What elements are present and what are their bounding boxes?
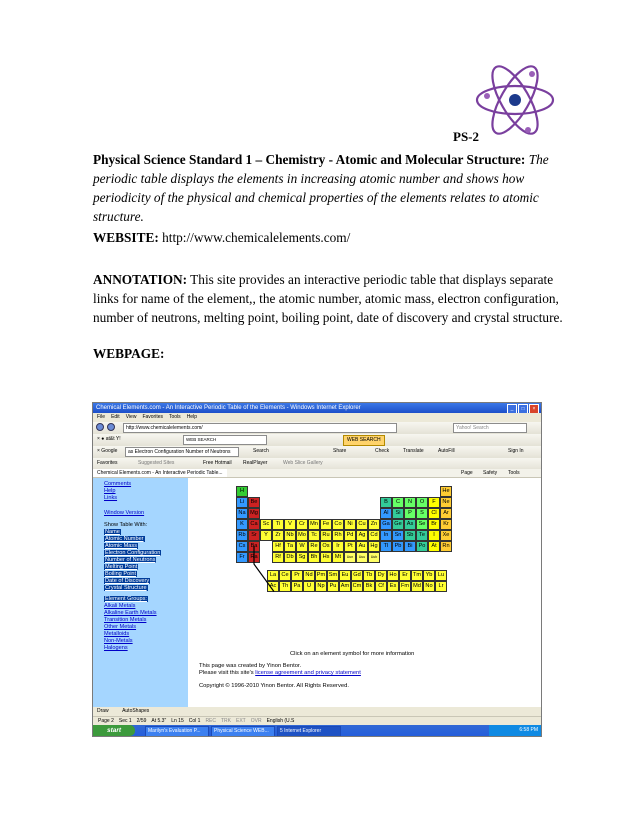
element-cs[interactable]: Cs: [236, 541, 248, 552]
element-au[interactable]: Au: [356, 541, 368, 552]
show-table-option[interactable]: Melting Point: [105, 564, 138, 570]
element-sb[interactable]: Sb: [404, 530, 416, 541]
status-item: Ln 15: [171, 718, 184, 724]
annotation-paragraph: [93, 270, 563, 327]
element-se[interactable]: Se: [416, 519, 428, 530]
element-pb[interactable]: Pb: [392, 541, 404, 552]
element-pd[interactable]: Pd: [344, 530, 356, 541]
element-fe[interactable]: Fe: [320, 519, 332, 530]
window-version-link[interactable]: Window Version: [104, 510, 145, 516]
element-ne[interactable]: Ne: [440, 497, 452, 508]
website-line: [93, 228, 563, 247]
browser-titlebar: [93, 403, 541, 413]
element-li[interactable]: Li: [236, 497, 248, 508]
element-uuu[interactable]: Uuu: [356, 552, 368, 563]
menu-item-tools[interactable]: Tools: [169, 414, 181, 420]
element-rb[interactable]: Rb: [236, 530, 248, 541]
annotation-label: ANNOTATION:: [93, 272, 188, 287]
element-re[interactable]: Re: [308, 541, 320, 552]
clock: 6:58 PM: [519, 727, 538, 733]
show-table-option[interactable]: Crystal Structure: [105, 585, 147, 591]
element-w[interactable]: W: [296, 541, 308, 552]
task-item[interactable]: 5 Internet Explorer: [277, 726, 341, 737]
close-icon[interactable]: ×: [529, 404, 539, 414]
element-group-link[interactable]: Non-Metals: [104, 638, 133, 644]
element-er[interactable]: Er: [399, 570, 411, 581]
element-tc[interactable]: Tc: [308, 530, 320, 541]
element-group-link[interactable]: Transition Metals: [104, 617, 147, 623]
element-pu[interactable]: Pu: [327, 581, 339, 592]
status-item: OVR: [250, 718, 262, 724]
element-te[interactable]: Te: [416, 530, 428, 541]
menu-item-edit[interactable]: Edit: [111, 414, 120, 420]
element-kr[interactable]: Kr: [440, 519, 452, 530]
element-u[interactable]: U: [303, 581, 315, 592]
browser-tab[interactable]: Chemical Elements.com - An Interactive Periodic Table...: [93, 469, 227, 477]
element-ge[interactable]: Ge: [392, 519, 404, 530]
element-eu[interactable]: Eu: [339, 570, 351, 581]
element-ag[interactable]: Ag: [356, 530, 368, 541]
website-label: WEBSITE:: [93, 230, 159, 245]
website-url: http://www.chemicalelements.com/: [162, 230, 351, 245]
element-fm[interactable]: Fm: [399, 581, 411, 592]
element-in[interactable]: In: [380, 530, 392, 541]
connector-line: [254, 547, 274, 592]
sidebar-link[interactable]: Links: [104, 495, 118, 501]
menu-item-help[interactable]: Help: [186, 414, 197, 420]
draw-toolbar: [93, 707, 541, 716]
element-no[interactable]: No: [423, 581, 435, 592]
task-item[interactable]: Marilyn's Evaluation P...: [145, 726, 209, 737]
draw-menu[interactable]: Draw: [97, 708, 109, 714]
show-table-option[interactable]: Date of Discovery: [105, 578, 150, 584]
web-slice-gallery[interactable]: Web Slice Gallery: [283, 460, 323, 466]
element-dy[interactable]: Dy: [375, 570, 387, 581]
element-cr[interactable]: Cr: [296, 519, 308, 530]
menu-bar: [93, 413, 541, 422]
element-db[interactable]: Db: [284, 552, 296, 563]
element-cf[interactable]: Cf: [375, 581, 387, 592]
system-tray: [489, 725, 541, 736]
menu-item-file[interactable]: File: [97, 414, 106, 420]
atom-logo: [470, 58, 560, 148]
element-ta[interactable]: Ta: [284, 541, 296, 552]
safety-menu[interactable]: Safety: [483, 470, 498, 476]
maximize-icon[interactable]: □: [518, 404, 528, 414]
element-as[interactable]: As: [404, 519, 416, 530]
element-ca[interactable]: Ca: [248, 519, 260, 530]
element-rn[interactable]: Rn: [440, 541, 452, 552]
status-item: Page 2: [98, 718, 114, 724]
element-bk[interactable]: Bk: [363, 581, 375, 592]
element-lr[interactable]: Lr: [435, 581, 447, 592]
element-ce[interactable]: Ce: [279, 570, 291, 581]
element-br[interactable]: Br: [428, 519, 440, 530]
show-table-option[interactable]: Atomic Mass: [105, 543, 138, 549]
element-p[interactable]: P: [404, 508, 416, 519]
element-hg[interactable]: Hg: [368, 541, 380, 552]
standard-text: The periodic table displays the elements in increasing atomic number and shows how periodicity of the physical and chemical properties of the elements relates to atomic structure.: [93, 152, 549, 224]
translate-button[interactable]: Translate: [403, 448, 424, 454]
sign-in-button[interactable]: Sign In: [508, 448, 524, 454]
element-cu[interactable]: Cu: [356, 519, 368, 530]
suggested-sites[interactable]: Suggested Sites: [138, 460, 175, 466]
license-link[interactable]: license agreement and privacy statement: [255, 670, 361, 676]
status-item: English (U.S: [266, 718, 295, 724]
element-sr[interactable]: Sr: [248, 530, 260, 541]
element-ti[interactable]: Ti: [272, 519, 284, 530]
element-v[interactable]: V: [284, 519, 296, 530]
web-search-button[interactable]: WEB SEARCH: [343, 435, 385, 446]
webpage-label: WEBPAGE:: [93, 346, 165, 361]
element-s[interactable]: S: [416, 508, 428, 519]
status-item: 2/59: [136, 718, 147, 724]
visit-line: [199, 670, 361, 677]
click-info: Click on an element symbol for more information: [290, 651, 415, 657]
element-ba[interactable]: Ba: [248, 541, 260, 552]
element-bh[interactable]: Bh: [308, 552, 320, 563]
element-group-link[interactable]: Halogens: [104, 645, 128, 651]
element-pr[interactable]: Pr: [291, 570, 303, 581]
minimize-icon[interactable]: _: [507, 404, 517, 414]
element-zr[interactable]: Zr: [272, 530, 284, 541]
autoshapes-menu[interactable]: AutoShapes: [122, 708, 150, 714]
element-ra[interactable]: Ra: [248, 552, 260, 563]
element-ar[interactable]: Ar: [440, 508, 452, 519]
element-co[interactable]: Co: [332, 519, 344, 530]
forward-icon[interactable]: [107, 423, 115, 431]
element-sm[interactable]: Sm: [327, 570, 339, 581]
page-menu[interactable]: Page: [461, 470, 473, 476]
element-tb[interactable]: Tb: [363, 570, 375, 581]
taskbar: [93, 725, 541, 736]
element-group-link[interactable]: Metalloids: [104, 631, 130, 637]
element-c[interactable]: C: [392, 497, 404, 508]
element-al[interactable]: Al: [380, 508, 392, 519]
element-xe[interactable]: Xe: [440, 530, 452, 541]
element-y[interactable]: Y: [260, 530, 272, 541]
element-cl[interactable]: Cl: [428, 508, 440, 519]
element-tl[interactable]: Tl: [380, 541, 392, 552]
annotation-text: This site provides an interactive periodic table that displays separate links for name of the element,, the atomic number, atomic mass, electron configuration, number of neutrons, melting point, boiling point, date of discovery and crystal structure.: [93, 272, 563, 325]
element-es[interactable]: Es: [387, 581, 399, 592]
element-gd[interactable]: Gd: [351, 570, 363, 581]
element-group-link[interactable]: Alkaline Earth Metals: [104, 610, 157, 616]
element-ho[interactable]: Ho: [387, 570, 399, 581]
element-group-link[interactable]: Other Metals: [104, 624, 137, 630]
sidebar-link[interactable]: Help: [104, 488, 116, 494]
element-yb[interactable]: Yb: [423, 570, 435, 581]
element-cm[interactable]: Cm: [351, 581, 363, 592]
element-md[interactable]: Md: [411, 581, 423, 592]
element-o[interactable]: O: [416, 497, 428, 508]
share-button[interactable]: Share: [333, 448, 347, 454]
standard-paragraph: [93, 150, 563, 226]
search-button[interactable]: Search: [253, 448, 269, 454]
autofill-button[interactable]: AutoFill: [438, 448, 455, 454]
element-at[interactable]: At: [428, 541, 440, 552]
show-table-option[interactable]: Electron Configuration: [105, 550, 161, 556]
status-item: Col 1: [188, 718, 201, 724]
element-ni[interactable]: Ni: [344, 519, 356, 530]
element-h[interactable]: H: [236, 486, 248, 497]
start-button[interactable]: start: [93, 725, 135, 736]
element-sc[interactable]: Sc: [260, 519, 272, 530]
google-logo: × Google: [97, 448, 118, 454]
google-field[interactable]: as Electron Configuration Number of Neutrons: [125, 447, 239, 457]
webpage-screenshot: [92, 402, 542, 737]
element-am[interactable]: Am: [339, 581, 351, 592]
element-ir[interactable]: Ir: [332, 541, 344, 552]
element-mg[interactable]: Mg: [248, 508, 260, 519]
google-search-input[interactable]: WEB SEARCH: [183, 435, 267, 445]
ps-label: PS-2: [453, 129, 479, 144]
element-group-link[interactable]: Alkali Metals: [104, 603, 136, 609]
realplayer[interactable]: RealPlayer: [243, 460, 268, 466]
status-item: Sec 1: [118, 718, 132, 724]
back-icon[interactable]: [96, 423, 104, 431]
show-table-option[interactable]: Number of Neutrons: [105, 557, 156, 563]
element-np[interactable]: Np: [315, 581, 327, 592]
element-mt[interactable]: Mt: [332, 552, 344, 563]
element-si[interactable]: Si: [392, 508, 404, 519]
show-table-with-label: Show Table With:: [104, 522, 148, 528]
element-pt[interactable]: Pt: [344, 541, 356, 552]
element-po[interactable]: Po: [416, 541, 428, 552]
element-cd[interactable]: Cd: [368, 530, 380, 541]
browser-title: Chemical Elements.com - An Interactive Periodic Table of the Elements - Windows Internet Explorer: [96, 405, 361, 411]
element-la[interactable]: La: [267, 570, 279, 581]
show-table-option[interactable]: Boiling Point: [105, 571, 137, 577]
element-ru[interactable]: Ru: [320, 530, 332, 541]
element-ga[interactable]: Ga: [380, 519, 392, 530]
element-uub[interactable]: Uub: [368, 552, 380, 563]
element-mo[interactable]: Mo: [296, 530, 308, 541]
standard-heading: Physical Science Standard 1 – Chemistry - Atomic and Molecular Structure:: [93, 152, 526, 167]
copyright: Copyright © 1996-2010 Yinon Bentor. All Rights Reserved.: [199, 683, 349, 689]
element-groups-label: Element Groups:: [105, 596, 147, 602]
element-zn[interactable]: Zn: [368, 519, 380, 530]
element-he[interactable]: He: [440, 486, 452, 497]
element-ac[interactable]: Ac: [267, 581, 279, 592]
element-rf[interactable]: Rf: [272, 552, 284, 563]
element-b[interactable]: B: [380, 497, 392, 508]
status-item: REC: [205, 718, 216, 724]
element-mn[interactable]: Mn: [308, 519, 320, 530]
element-sn[interactable]: Sn: [392, 530, 404, 541]
yahoo-search-input[interactable]: Yahoo! Search: [453, 423, 527, 433]
tools-menu[interactable]: Tools: [508, 470, 520, 476]
task-item[interactable]: Physical Science WEB...: [211, 726, 275, 737]
element-k[interactable]: K: [236, 519, 248, 530]
element-nb[interactable]: Nb: [284, 530, 296, 541]
element-os[interactable]: Os: [320, 541, 332, 552]
check-button[interactable]: Check: [375, 448, 390, 454]
element-pm[interactable]: Pm: [315, 570, 327, 581]
show-table-option[interactable]: Atomic Number: [105, 536, 144, 542]
element-be[interactable]: Be: [248, 497, 260, 508]
status-item: EXT: [236, 718, 246, 724]
element-uun[interactable]: Uun: [344, 552, 356, 563]
element-lu[interactable]: Lu: [435, 570, 447, 581]
address-input[interactable]: http://www.chemicalelements.com/: [123, 423, 397, 433]
element-th[interactable]: Th: [279, 581, 291, 592]
element-hf[interactable]: Hf: [272, 541, 284, 552]
element-tm[interactable]: Tm: [411, 570, 423, 581]
element-bi[interactable]: Bi: [404, 541, 416, 552]
status-item: At 5.3": [151, 718, 167, 724]
element-nd[interactable]: Nd: [303, 570, 315, 581]
visit-prefix: Please visit this site's: [199, 670, 256, 676]
menu-item-favorites[interactable]: Favorites: [142, 414, 163, 420]
page-info: [199, 663, 361, 677]
element-pa[interactable]: Pa: [291, 581, 303, 592]
atat-logo: × ● at&t Y!: [97, 436, 121, 442]
menu-item-view[interactable]: View: [125, 414, 137, 420]
element-rh[interactable]: Rh: [332, 530, 344, 541]
element-f[interactable]: F: [428, 497, 440, 508]
show-table-option[interactable]: Name: [105, 529, 120, 535]
sidebar-link[interactable]: Comments: [104, 481, 132, 487]
element-hs[interactable]: Hs: [320, 552, 332, 563]
element-n[interactable]: N: [404, 497, 416, 508]
page-content: [93, 470, 541, 707]
status-item: TRK: [221, 718, 231, 724]
favorites-button[interactable]: Favorites: [97, 460, 118, 466]
element-sg[interactable]: Sg: [296, 552, 308, 563]
free-hotmail[interactable]: Free Hotmail: [203, 460, 232, 466]
element-na[interactable]: Na: [236, 508, 248, 519]
element-fr[interactable]: Fr: [236, 552, 248, 563]
element-i[interactable]: I: [428, 530, 440, 541]
created-by: This page was created by Yinon Bentor.: [199, 663, 302, 669]
